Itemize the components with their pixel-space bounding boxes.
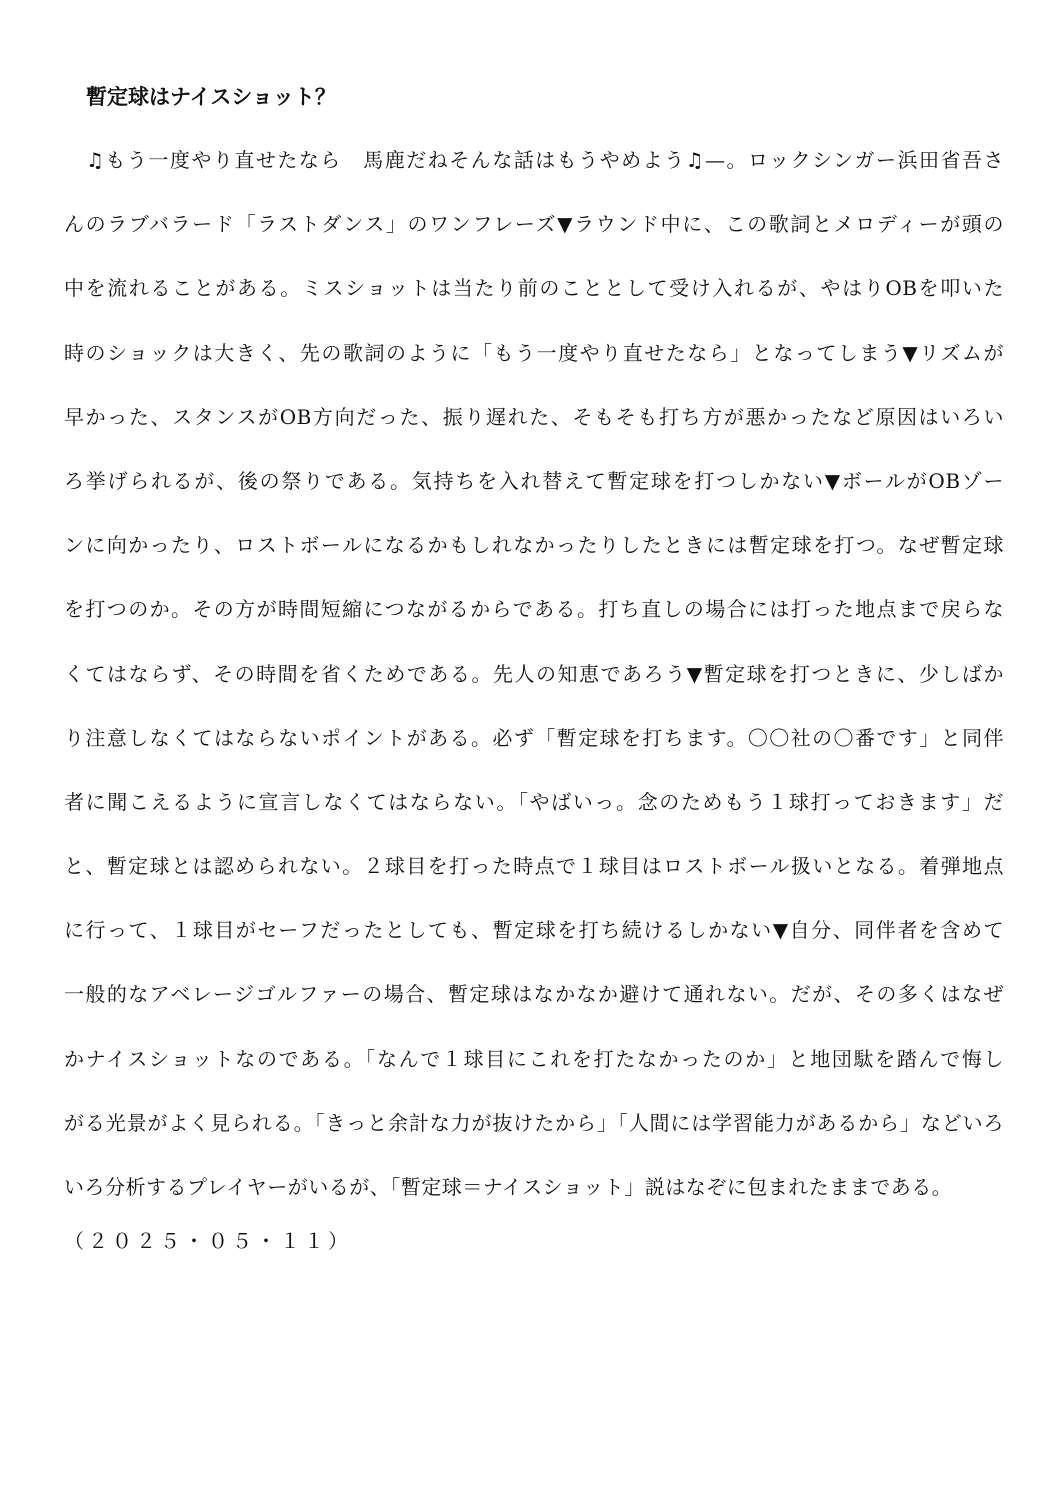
article-body xyxy=(64,140,1004,1231)
body-line: ろ挙げられるが、後の祭りである。気持ちを入れ替えて暫定球を打つしかない▼ボールがOBゾー xyxy=(64,468,1004,493)
body-line: くてはならず、その時間を省くためである。先人の知恵であろう▼暫定球を打つときに、少しばか xyxy=(64,661,1004,686)
body-line: ♫もう一度やり直せたなら 馬鹿だねそんな話はもうやめよう♫—。ロックシンガー浜田省吾さ xyxy=(86,148,1004,172)
article-title: 暫定球はナイスショット？ xyxy=(86,84,336,109)
body-line: に行って、１球目がセーフだったとしても、暫定球を打ち続けるしかない▼自分、同伴者を含めて xyxy=(64,918,1004,943)
body-line: んのラブバラード「ラストダンス」のワンフレーズ▼ラウンド中に、この歌詞とメロディーが頭の xyxy=(64,212,1004,237)
body-line: 中を流れることがある。ミスショットは当たり前のこととして受け入れるが、やはりOBを叩いた xyxy=(64,276,1004,301)
body-line: を打つのか。その方が時間短縮につながるからである。打ち直しの場合には打った地点まで戻らな xyxy=(64,597,1004,622)
body-line: ンに向かったり、ロストボールになるかもしれなかったりしたときには暫定球を打つ。なぜ暫定球 xyxy=(64,533,1004,558)
body-line: いろ分析するプレイヤーがいるが、「暫定球＝ナイスショット」説はなぞに包まれたままである。 xyxy=(64,1175,953,1199)
body-line: 早かった、スタンスがOB方向だった、振り遅れた、そもそも打ち方が悪かったなど原因はいろい xyxy=(64,404,1004,429)
body-line: かナイスショットなのである。「なんで１球目にこれを打たなかったのか」と地団駄を踏んで悔し xyxy=(64,1046,1004,1071)
article-date: （２０２５・０５・１１） xyxy=(64,1229,352,1253)
body-line: 一般的なアベレージゴルファーの場合、暫定球はなかなか避けて通れない。だが、その多くはなぜ xyxy=(64,982,1004,1007)
body-line: がる光景がよく見られる。「きっと余計な力が抜けたから」「人間には学習能力があるから」などいろ xyxy=(64,1110,1004,1135)
body-line: 者に聞こえるように宣言しなくてはならない。「やばいっ。念のためもう１球打っておきます」だ xyxy=(64,789,1004,814)
body-line: 時のショックは大きく、先の歌詞のように「もう一度やり直せたなら」となってしまう▼リズムが xyxy=(64,340,1004,365)
body-line: り注意しなくてはならないポイントがある。必ず「暫定球を打ちます。〇〇社の〇番です」と同伴 xyxy=(64,725,1004,750)
body-line: と、暫定球とは認められない。２球目を打った時点で１球目はロストボール扱いとなる。着弾地点 xyxy=(64,854,1004,879)
